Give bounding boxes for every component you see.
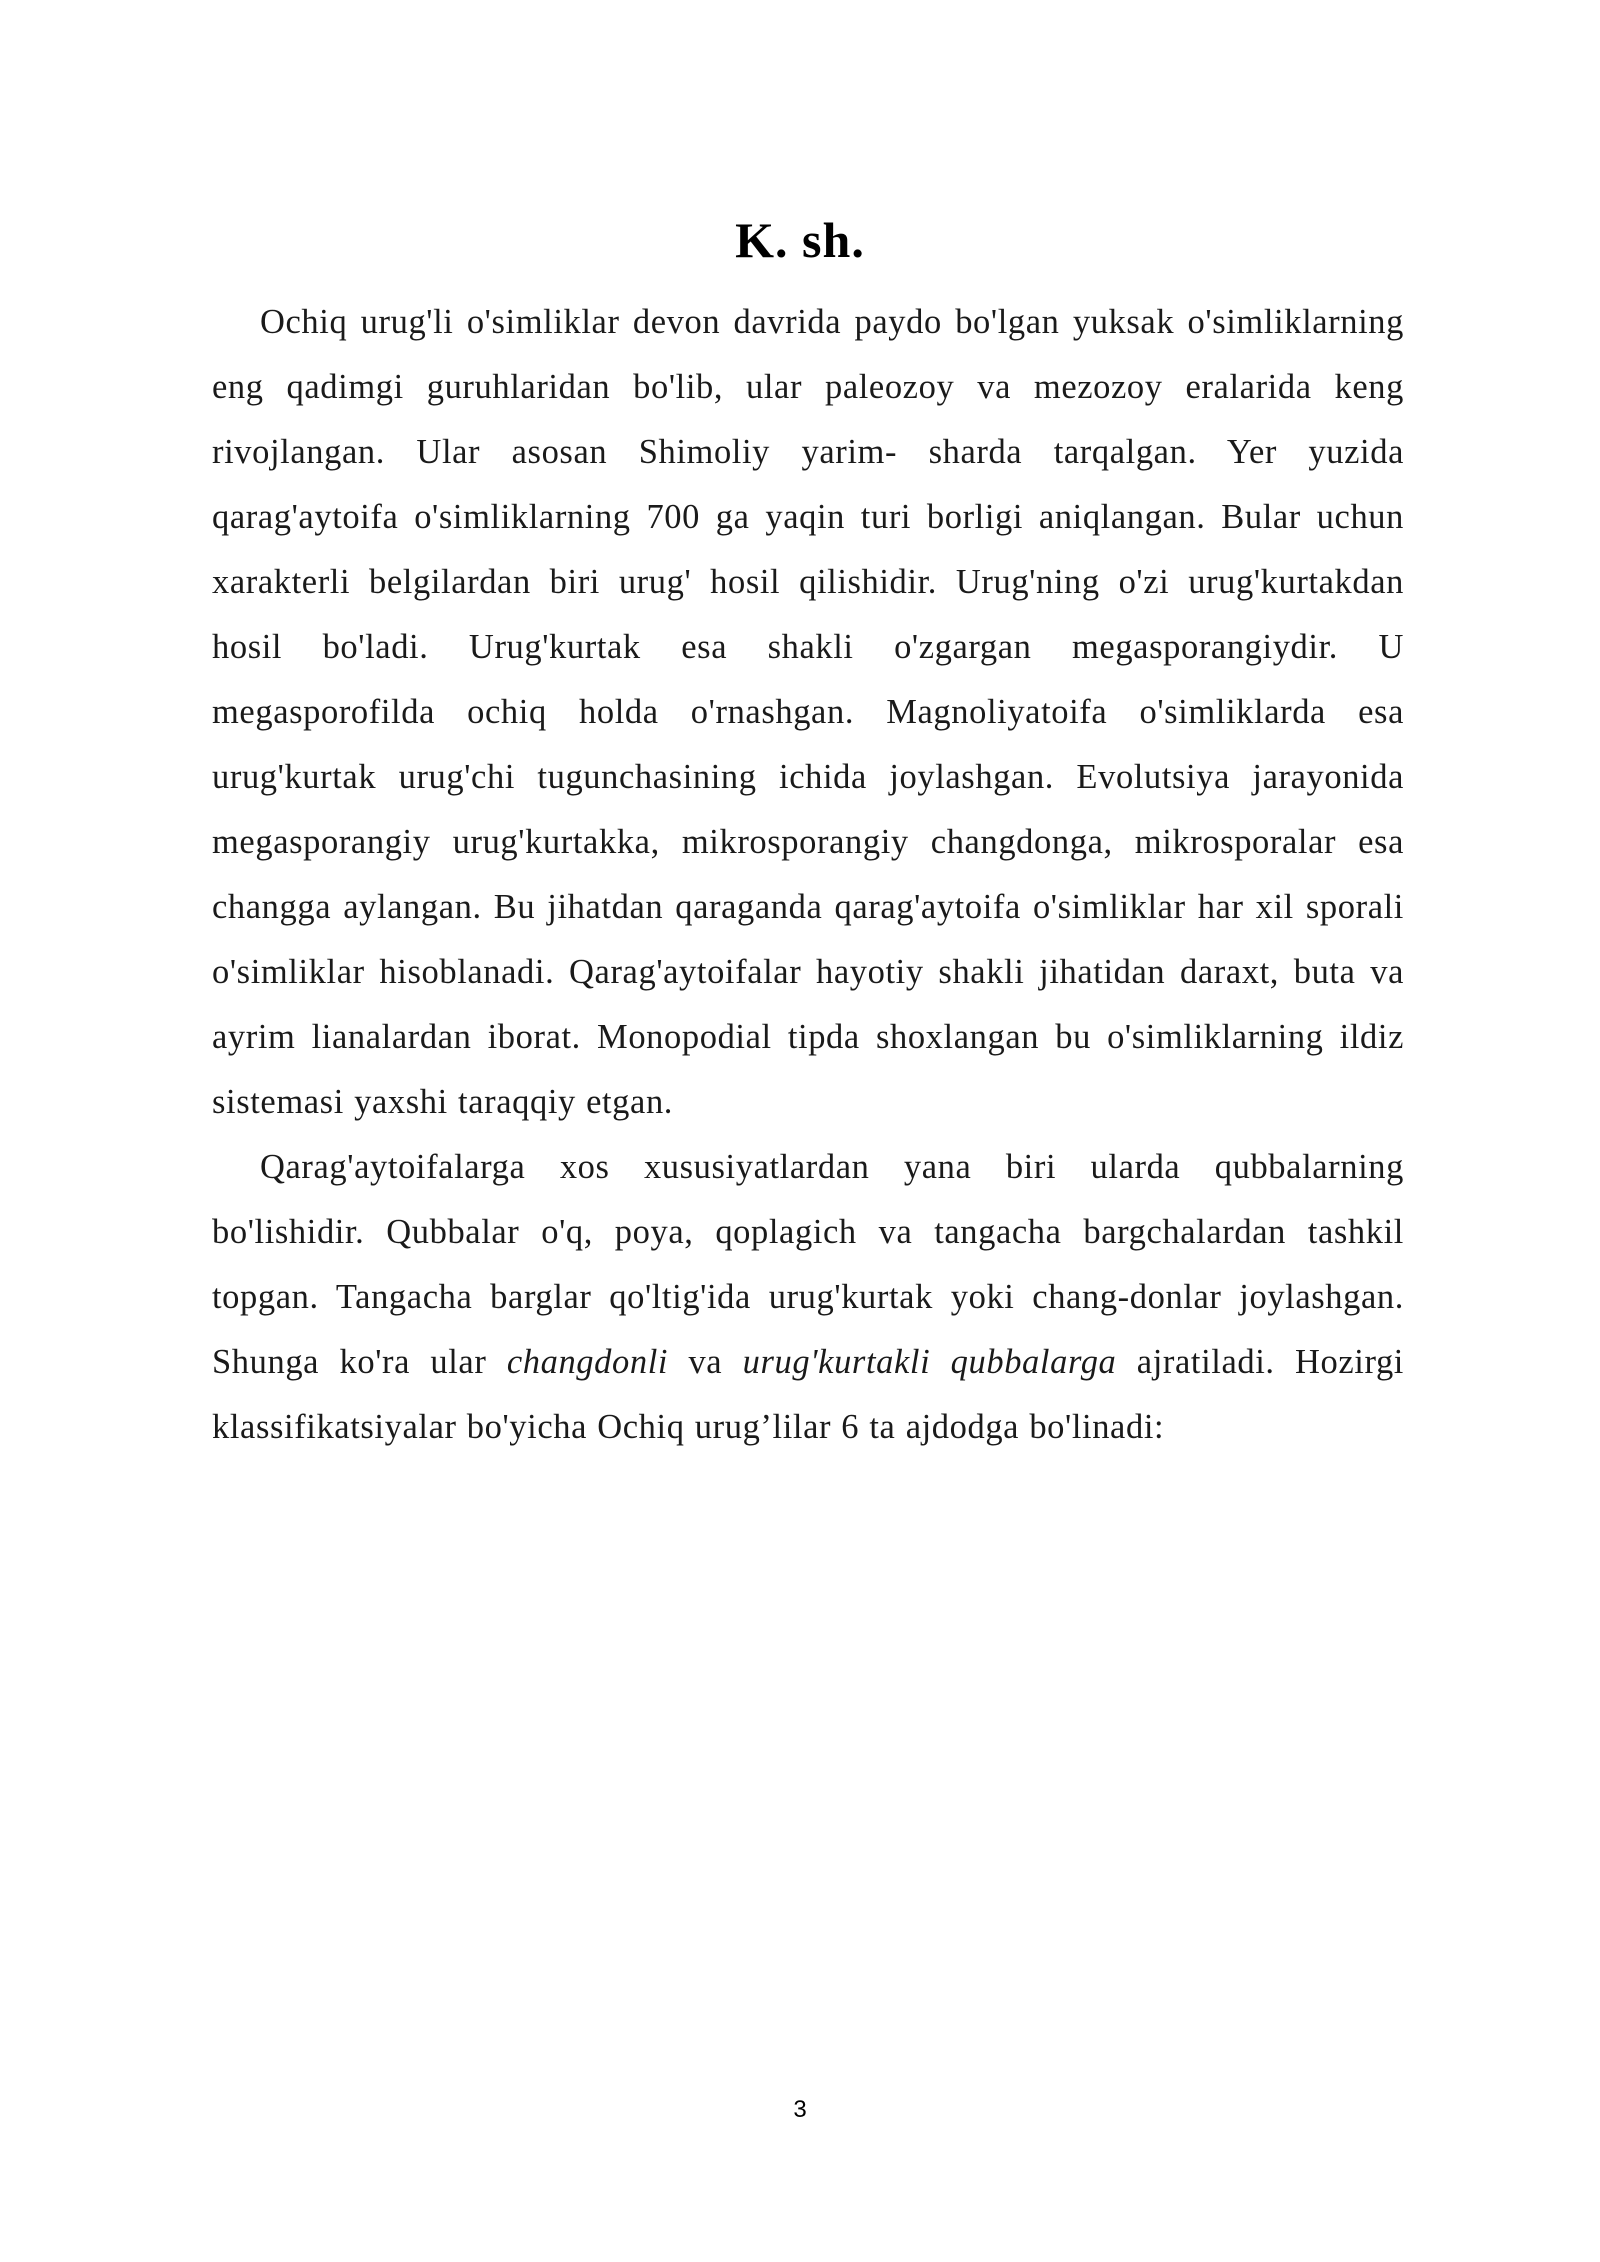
paragraph-2-text-mid: va (668, 1343, 743, 1381)
italic-term-changdonli: changdonli (506, 1343, 669, 1381)
paragraph-2-text-end: ajratiladi. Hozirgi klassifikatsiyalar bo'yicha Ochiq urug’lilar 6 ta ajdodga bo'linadi: (212, 1343, 1404, 1446)
italic-term-urugkurtakli: urug'kurtakli qubbalarga (742, 1343, 1117, 1381)
paragraph-1: Ochiq urug'li o'simliklar devon davrida paydo bo'lgan yuksak o'simliklarning eng qadimgi guruhlaridan bo'lib, ular paleozoy va mezozoy eralarida keng rivojlangan. Ular asosan Shimoliy yarim- sharda tarqalgan. Yer yuzida qarag'aytoifa o'simliklarning 700 ga yaqin turi borligi aniqlangan. Bular uchun xarakterli belgilardan biri urug' hosil qilishidir. Urug'ning o'zi urug'kurtakdan hosil bo'ladi. Urug'kurtak esa shakli o'zgargan megasporangiydir. U megasporofilda ochiq holda o'rnashgan. Magnoliyatoifa o'simliklarda esa urug'kurtak urug'chi tugunchasining ichida joylashgan. Evolutsiya jarayonida megasporangiy urug'kurtakka, mikrosporangiy changdonga, mikrosporalar esa changga aylangan. Bu jihatdan qaraganda qarag'aytoifa o'simliklar har xil sporali o'simliklar hisoblanadi. Qarag'aytoifalar hayotiy shakli jihatidan daraxt, buta va ayrim lianalardan iborat. Monopodial tipda shoxlangan bu o'simliklarning ildiz sistemasi yaxshi taraqqiy etgan. (212, 303, 1404, 1121)
paragraph-2-text-start: Qarag'aytoifalarga xos xususiyatlardan yana biri ularda qubbalarning bo'lishidir. Qubbalar o'q, poya, qoplagich va tangacha bargchalardan tashkil topgan. Tangacha barglar qo'ltig'ida urug'kurtak yoki chang-donlar joylashgan. Shunga ko'ra ular (212, 1148, 1404, 1381)
body-text (212, 290, 1404, 1460)
page-title: K. sh. (735, 212, 865, 268)
paragraph-2 (212, 1135, 1404, 1460)
page-number: 3 (793, 2096, 807, 2123)
